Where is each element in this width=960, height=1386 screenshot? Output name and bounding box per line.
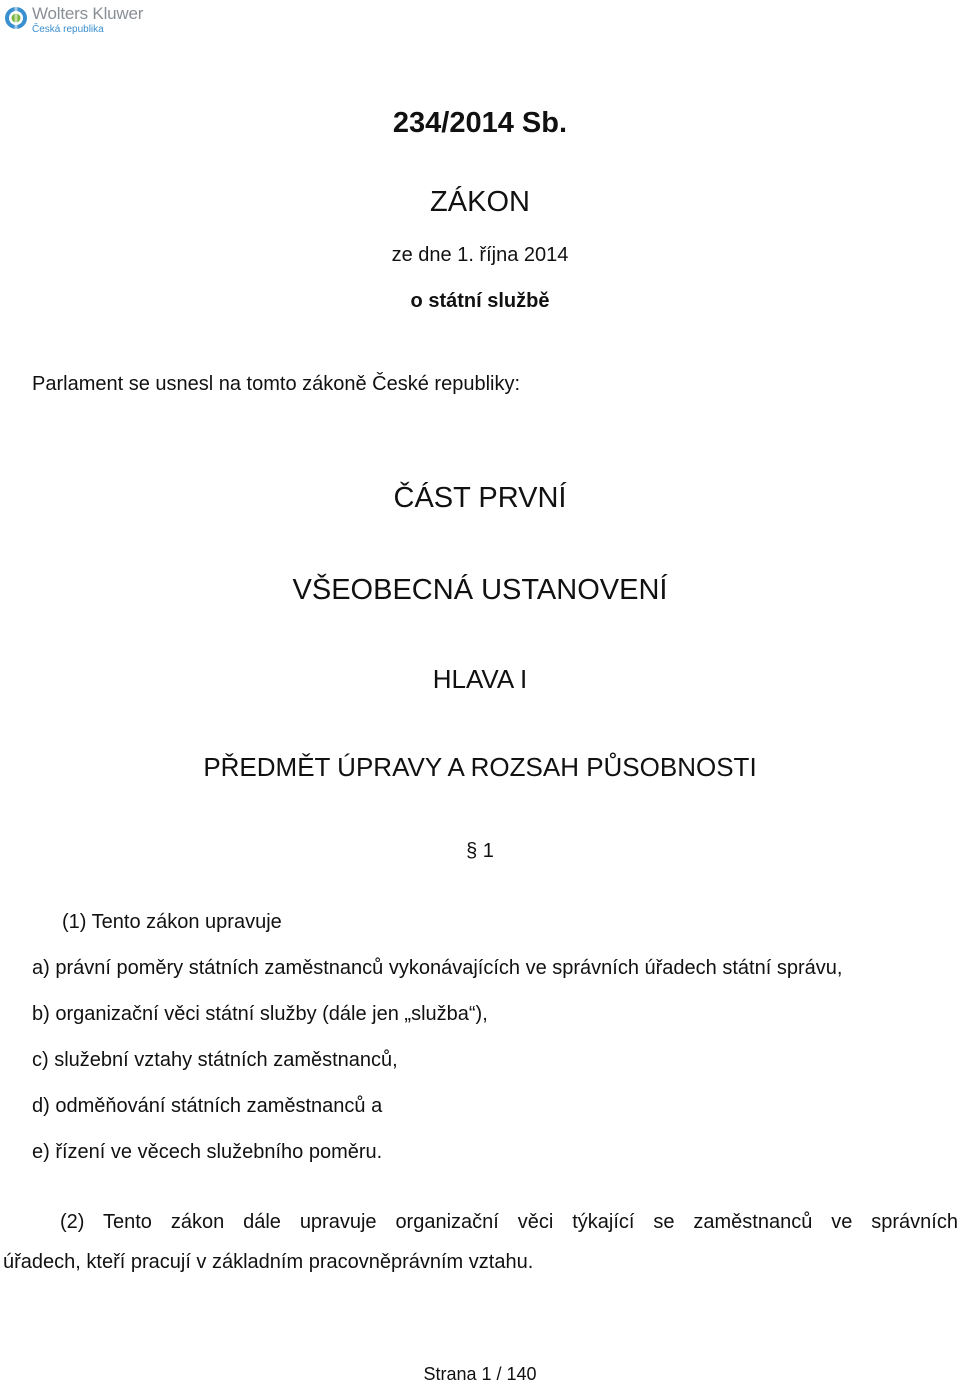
list-item-c: c) služební vztahy státních zaměstnanců, (32, 1049, 398, 1071)
paragraph-2-line-2: úřadech, kteří pracují v základním pracovněprávním vztahu. (3, 1251, 534, 1273)
paragraph-2-line-1: (2) Tento zákon dále upravuje organizační věci týkající se zaměstnanců ve správních (60, 1211, 958, 1233)
page-number: Strana 1 / 140 (423, 1364, 537, 1384)
enacting-clause: Parlament se usnesl na tomto zákoně České republiky: (32, 373, 521, 395)
publisher-logo (4, 4, 164, 36)
document-type: ZÁKON (430, 186, 530, 218)
document-date: ze dne 1. října 2014 (391, 244, 569, 266)
publisher-subtitle: Česká republika (32, 24, 104, 35)
document-subject: o státní službě (410, 290, 550, 312)
document-number: 234/2014 Sb. (392, 107, 568, 139)
list-item-a: a) právní poměry státních zaměstnanců vykonávajících ve správních úřadech státní správu, (32, 957, 843, 979)
publisher-name: Wolters Kluwer (32, 4, 144, 23)
list-item-e: e) řízení ve věcech služebního poměru. (32, 1141, 383, 1163)
section-heading: § 1 (466, 840, 494, 862)
head-name: PŘEDMĚT ÚPRAVY A ROZSAH PŮSOBNOSTI (203, 752, 757, 782)
paragraph-1-intro: (1) Tento zákon upravuje (62, 911, 282, 933)
wolters-kluwer-logo-icon (4, 6, 28, 30)
part-title: ČÁST PRVNÍ (393, 482, 567, 514)
head-title: HLAVA I (432, 664, 528, 694)
list-item-b: b) organizační věci státní služby (dále jen „služba“), (32, 1003, 488, 1025)
list-item-d: d) odměňování státních zaměstnanců a (32, 1095, 383, 1117)
part-name: VŠEOBECNÁ USTANOVENÍ (292, 574, 668, 606)
